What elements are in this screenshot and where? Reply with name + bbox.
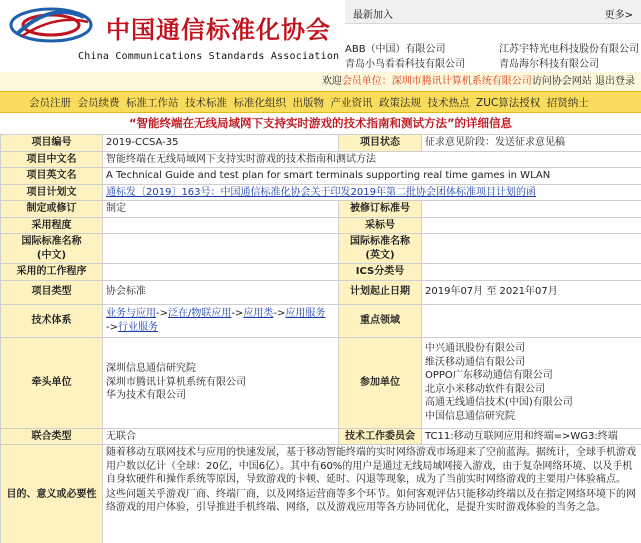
key-area-value — [422, 304, 641, 337]
nav-item-register[interactable]: 会员注册 — [29, 96, 71, 109]
nav-item-workstation[interactable]: 标准工作站 — [126, 96, 179, 109]
item-no-label: 项目编号 — [1, 135, 103, 152]
member-company-link[interactable]: 青岛小鸟看看科技有限公司 — [345, 59, 465, 70]
tech-system-value — [103, 304, 339, 337]
item-no-value: 2019-CCSA-35 — [103, 135, 339, 152]
cn-name-label: 项目中文名 — [1, 151, 103, 168]
intl-name-en-value — [422, 234, 641, 264]
type-label: 项目类型 — [1, 280, 103, 304]
nav-item-zuc[interactable]: ZUC算法授权 — [476, 96, 541, 109]
nav-item-publications[interactable]: 出版物 — [292, 96, 324, 109]
adopt-degree-label: 采用程度 — [1, 217, 103, 234]
nav-item-organizations[interactable]: 标准化组织 — [233, 96, 286, 109]
ccsa-logo-icon[interactable] — [8, 6, 94, 44]
nav-item-hot-topics[interactable]: 技术热点 — [427, 96, 470, 109]
tech-system-link[interactable]: 行业服务 — [118, 321, 158, 333]
adopt-no-label: 采标号 — [339, 217, 422, 234]
participant-unit: 中兴通讯股份有限公司 — [425, 343, 525, 354]
lead-unit: 深圳市腾讯计算机系统有限公司 — [106, 376, 246, 388]
period-value: 2019年07月 至 2021年07月 — [422, 280, 641, 304]
site-header — [0, 0, 641, 72]
welcome-org: 会员单位：深圳市腾讯计算机系统有限公司 — [341, 76, 532, 87]
ics-value — [422, 264, 641, 281]
adopt-procedure-value — [103, 264, 339, 281]
en-name-value: A Technical Guide and test plan for smart terminals supporting real time games in WLAN — [103, 168, 641, 185]
tech-system-link[interactable]: 应用服务 — [285, 308, 326, 319]
lead-label: 牵头单位 — [1, 337, 103, 428]
logo-title-cn[interactable]: 中国通信标准化协会 — [106, 15, 331, 44]
latest-members-bar — [345, 0, 641, 24]
member-company-link[interactable]: ABB（中国）有限公司 — [345, 44, 446, 55]
project-info-table — [0, 134, 641, 543]
participant-unit: 北京小米移动软件有限公司 — [425, 383, 545, 395]
tech-system-label: 技术体系 — [1, 304, 103, 337]
en-name-label: 项目英文名 — [1, 168, 103, 185]
tech-system-separator: -> — [106, 321, 118, 333]
lead-unit: 深圳信息通信研究院 — [106, 363, 196, 375]
tech-system-separator: -> — [231, 308, 244, 319]
plan-label: 项目计划文 — [1, 184, 103, 201]
status-value: 征求意见阶段：发送征求意见稿 — [422, 135, 641, 152]
purpose-label: 目的、意义或必要性 — [1, 445, 103, 543]
tech-system-separator: -> — [273, 308, 286, 319]
welcome-bar — [0, 72, 641, 91]
participants-label: 参加单位 — [339, 337, 422, 428]
intl-name-cn-label: 国际标准名称 (中文) — [1, 234, 103, 264]
member-company-link[interactable]: 江苏宇特光电科技股份有限公司 — [499, 44, 639, 55]
nav-item-industry-news[interactable]: 产业资讯 — [330, 96, 373, 109]
page-title: “智能终端在无线局域网下支持实时游戏的技术指南和测试方法”的详细信息 — [128, 116, 513, 130]
participant-unit: 中国信息通信研究院 — [425, 410, 515, 422]
cn-name-value: 智能终端在无线局域网下支持实时游戏的技术指南和测试方法 — [103, 151, 641, 168]
participants-value — [422, 337, 641, 428]
revise-value: 制定 — [103, 201, 339, 218]
more-link[interactable]: 更多> — [604, 10, 633, 21]
purpose-paragraph: 这些问题关乎游戏厂商、终端厂商，以及网络运营商等多个环节。如何客观评估只能移动终端以及在指定网络环境下的网络游戏的用户体验，引导推进手机终端、网络，以及游戏应用等各方协同优化，是提升实时游戏体验的当务之急。 — [106, 488, 636, 513]
nav-item-policy[interactable]: 政策法规 — [379, 96, 421, 109]
ics-label: ICS分类号 — [339, 264, 422, 281]
latest-members-title: 最新加入 — [353, 10, 393, 21]
participant-unit: OPPO广东移动通信有限公司 — [425, 370, 553, 381]
adopt-no-value — [422, 217, 641, 234]
type-value: 协会标准 — [103, 280, 339, 304]
tech-system-link[interactable]: 应用类 — [243, 308, 274, 319]
key-area-label: 重点领域 — [339, 304, 422, 337]
tech-system-separator: -> — [156, 308, 168, 319]
period-label: 计划起止日期 — [339, 280, 422, 304]
nav-item-renew[interactable]: 会员续费 — [77, 96, 120, 109]
main-nav — [0, 91, 641, 113]
plan-document-link[interactable]: 通标发〔2019〕163号：中国通信标准化协会关于印发2019年第二批协会团体标准项目计划的函 — [106, 186, 536, 198]
joint-label: 联合类型 — [1, 428, 103, 445]
committee-label: 技术工作委员会 — [339, 428, 422, 445]
purpose-value — [103, 445, 641, 543]
tech-system-link[interactable]: 业务与应用 — [106, 308, 156, 319]
intl-name-cn-value — [103, 234, 339, 264]
participant-unit: 高通无线通信技术(中国)有限公司 — [425, 397, 573, 408]
nav-item-careers[interactable]: 招贤纳士 — [546, 96, 589, 109]
participant-unit: 维沃移动通信有限公司 — [425, 356, 525, 368]
status-label: 项目状态 — [339, 135, 422, 152]
welcome-suffix[interactable]: 访问协会网站 退出登录 — [531, 76, 635, 87]
lead-unit: 华为技术有限公司 — [106, 390, 186, 402]
adopt-degree-value — [103, 217, 339, 234]
tech-system-link[interactable]: 泛在/物联应用 — [168, 308, 232, 319]
lead-value — [103, 337, 339, 428]
welcome-prefix: 欢迎 — [321, 76, 342, 87]
joint-value: 无联合 — [103, 428, 339, 445]
purpose-paragraph: 随着移动互联网技术与应用的快速发展，基于移动智能终端的实时网络游戏市场迎来了空前蓝海。据统计，全球手机游戏用户数以亿计（全球：20亿，中国6亿）。其中有60%的用户是通过无线局域网接入游戏，由于复杂网络环境、以及手机自身软硬件和操作系统等原因，导致游戏的卡顿、延时、闪退等现象，成为了当前实时网络游戏的主要用户体验痛点。 — [106, 447, 636, 485]
intl-name-en-label: 国际标准名称 (英文) — [339, 234, 422, 264]
revised-no-label: 被修订标准号 — [339, 201, 422, 218]
revise-label: 制定或修订 — [1, 201, 103, 218]
committee-value: TC11:移动互联网应用和终端=>WG3:终端 — [422, 428, 641, 445]
member-company-link[interactable]: 青岛海尔科技有限公司 — [499, 59, 599, 70]
revised-no-value — [422, 201, 641, 218]
nav-item-standards[interactable]: 技术标准 — [185, 96, 227, 109]
adopt-procedure-label: 采用的工作程序 — [1, 264, 103, 281]
logo-title-en: China Communications Standards Association — [78, 51, 340, 62]
